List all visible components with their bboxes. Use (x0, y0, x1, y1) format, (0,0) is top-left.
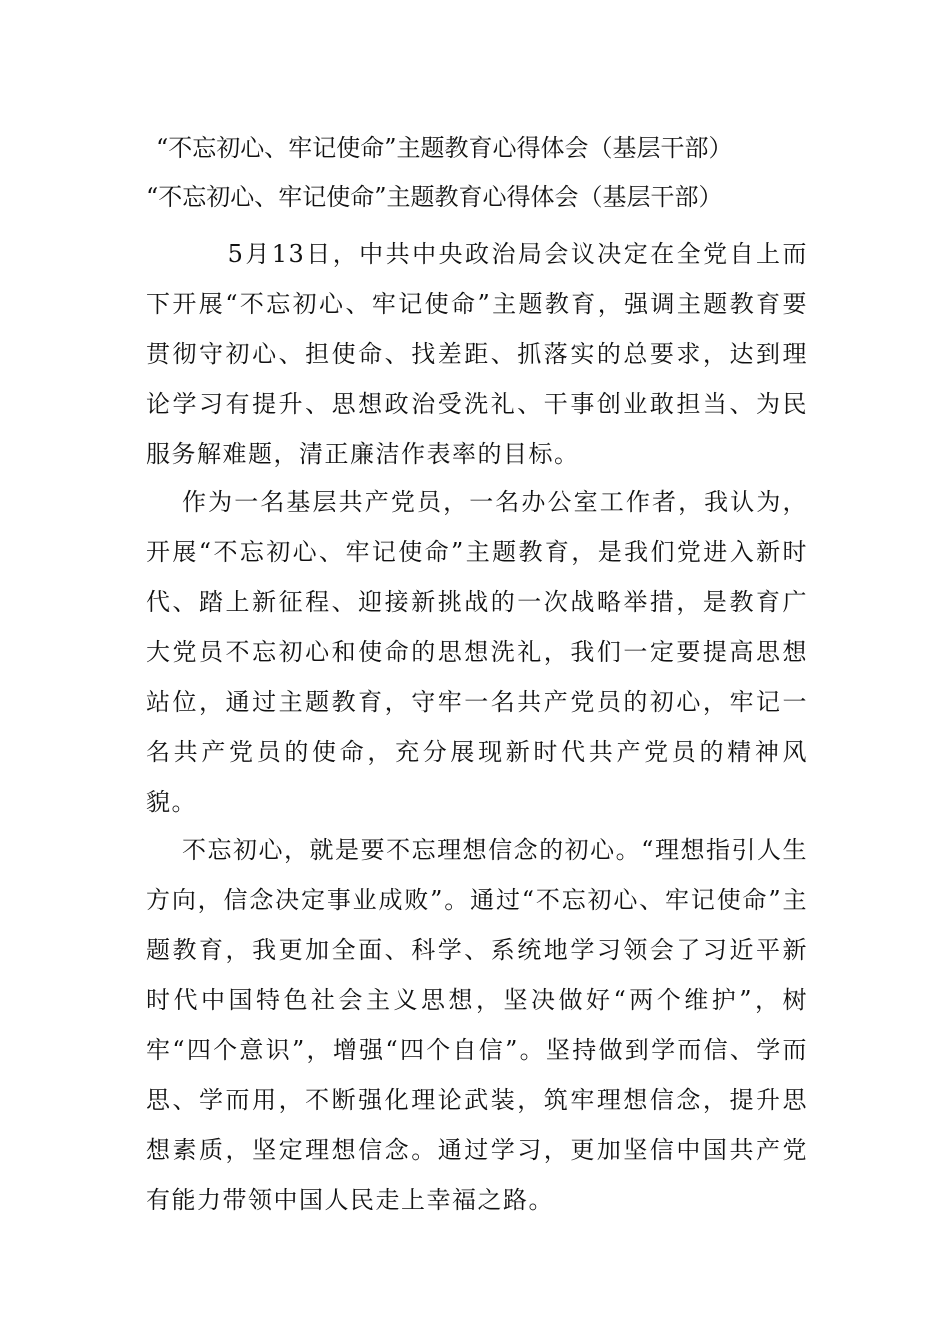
document-title-line-1: “不忘初心、牢记使命”主题教育心得体会（基层干部） (156, 134, 733, 162)
document-body (146, 229, 808, 479)
paragraph-2: 作为一名基层共产党员，一名办公室工作者，我认为，开展“不忘初心、牢记使命”主题教育，是我们党进入新时代、踏上新征程、迎接新挑战的一次战略举措，是教育广大党员不忘初心和使命的思想洗礼，我们一定要提高思想站位，通过主题教育，守牢一名共产党员的初心，牢记一名共产党员的使命，充分展现新时代共产党员的精神风貌。 (146, 488, 808, 816)
paragraph-3: 不忘初心，就是要不忘理想信念的初心。“理想指引人生方向，信念决定事业成败”。通过“不忘初心、牢记使命”主题教育，我更加全面、科学、系统地学习领会了习近平新时代中国特色社会主义思想，坚决做好“两个维护”，树牢“四个意识”，增强“四个自信”。坚持做到学而信、学而思、学而用，不断强化理论武装，筑牢理想信念，提升思想素质，坚定理想信念。通过学习，更加坚信中国共产党有能力带领中国人民走上幸福之路。 (146, 836, 808, 1214)
document-body-3 (146, 825, 808, 1225)
document-title-line-2: “不忘初心、牢记使命”主题教育心得体会（基层干部） (146, 183, 723, 211)
document-body-2 (146, 477, 808, 827)
paragraph-1: 5月13日，中共中央政治局会议决定在全党自上而下开展“不忘初心、牢记使命”主题教育，强调主题教育要贯彻守初心、担使命、找差距、抓落实的总要求，达到理论学习有提升、思想政治受洗礼、干事创业敢担当、为民服务解难题，清正廉洁作表率的目标。 (146, 240, 808, 468)
